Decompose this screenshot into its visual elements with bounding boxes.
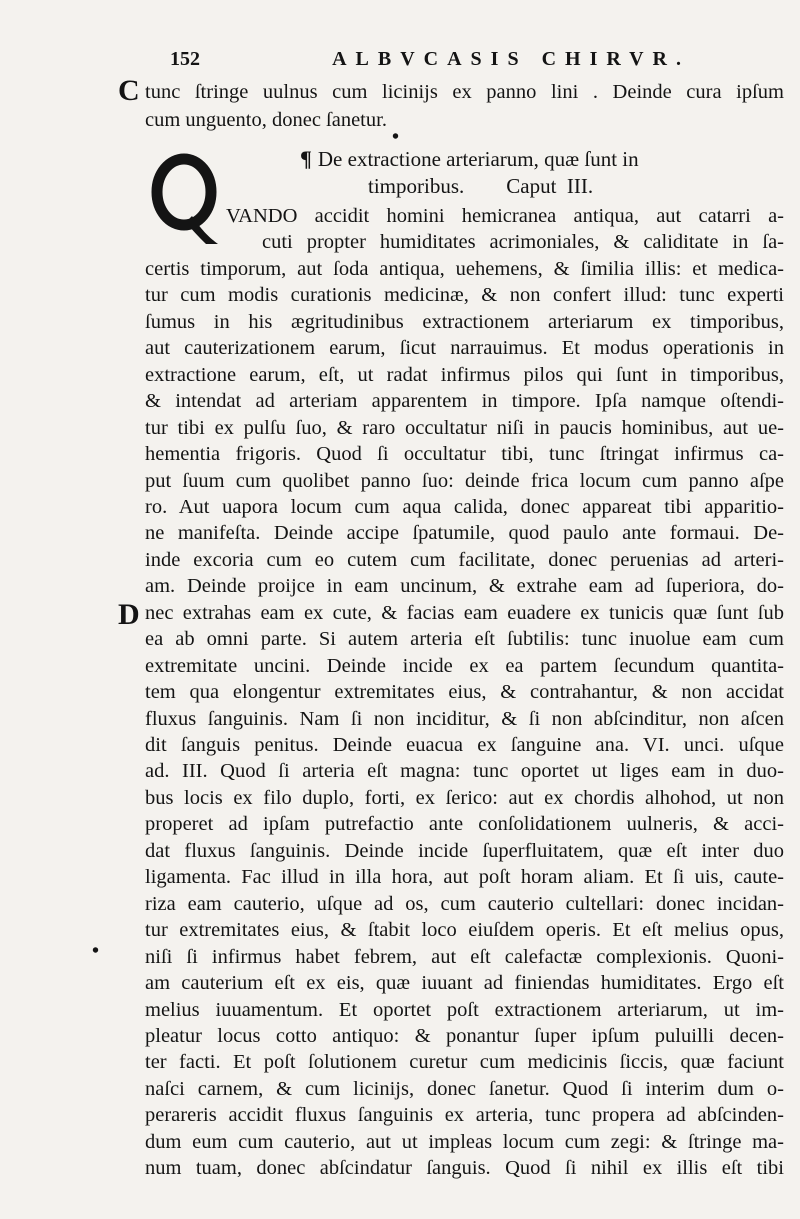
text-line: perareris accidit fluxus ſanguinis ex arteria, tunc propera ad abſcinden- <box>145 1104 784 1127</box>
chapter-heading-line-2: timporibus. Caput III. <box>368 174 594 198</box>
running-title: ALBVCASIS CHIRVR. <box>332 48 690 70</box>
text-line: ſumus in his ægritudinibus extractionem arteriarum ex timporibus, <box>145 310 784 333</box>
text-line: extremitate uncini. Deinde incide ex ea partem ſecundum quantita- <box>145 654 784 677</box>
dropcap-q <box>148 152 220 247</box>
chapter-heading-line-1 <box>300 146 639 172</box>
text-line: tunc ſtringe uulnus cum licinijs ex panno lini . Deinde cura ipſum <box>145 81 784 103</box>
text-line: ter facti. Et poſt ſolutionem curetur cum medicinis ſiccis, quæ faciunt <box>145 1051 784 1074</box>
text-line: cum unguento, donec ſanetur. <box>145 109 387 131</box>
text-line: ro. Aut uapora locum cum aqua calida, donec appareat tibi apparitio- <box>145 495 784 518</box>
margin-letter-c: C <box>118 74 140 107</box>
text-line: hementia frigoris. Quod ſi occultatur tibi, tunc ſtringat infirmus ca- <box>145 443 784 466</box>
text-line: riza eam cauterio, uſque ad os, cum cauterio cultellari: donec incidan- <box>145 892 784 915</box>
text-line: properet ad ipſam putrefactio ante conſolidationem uulneris, & acci- <box>145 813 784 836</box>
text-line: pleatur locus cotto antiquo: & ponantur ſuper ipſum puluilli decen- <box>145 1024 784 1047</box>
text-line: tur tibi ex pulſu ſuo, & raro occultatur niſi in paucis hominibus, aut ue- <box>145 416 784 439</box>
text-line: extractione earum, eſt, ut radat infirmus pilos qui ſunt in timporibus, <box>145 363 784 386</box>
text-line: ad. III. Quod ſi arteria eſt magna: tunc oportet ut liges eam in duo- <box>145 760 784 783</box>
text-line: dum eum cum cauterio, aut ut impleas locum cum zegi: & ſtringe ma- <box>145 1130 784 1153</box>
text-line: nec extrahas eam ex cute, & facias eam euadere ex tunicis quæ ſunt ſub <box>145 601 784 624</box>
text-line: tem qua elongentur extremitates eius, & contrahantur, & non accidat <box>145 681 784 704</box>
text-line: tur cum modis curationis medicinæ, & non confert illud: tunc experti <box>145 284 784 307</box>
text-line: ligamenta. Fac illud in illa hora, aut poſt horam aliam. Et ſi uis, caute- <box>145 866 784 889</box>
dropcap-letter <box>220 152 221 153</box>
text-line: niſi ſi infirmus habet febrem, aut eſt calefactæ complexionis. Quoni- <box>145 945 784 968</box>
text-line: & intendat ad arteriam apparentem in timpore. Ipſa namque oſtendi- <box>145 390 784 413</box>
ornament-dot: • <box>392 126 400 148</box>
text-line: dit ſanguis penitus. Deinde euacua ex ſanguine ana. VI. unci. uſque <box>145 734 784 756</box>
running-head <box>170 48 690 78</box>
page-number: 152 <box>170 48 200 70</box>
text-line: cuti propter humiditates acrimoniales, & caliditate in ſa- <box>262 231 784 254</box>
margin-dot: • <box>92 940 100 962</box>
margin-letter-d: D <box>118 598 140 631</box>
text-line: ne manifeſta. Deinde accipe ſpatumile, quod paulo ante formaui. De- <box>145 522 784 545</box>
text-line: fluxus ſanguinis. Nam ſi non inciditur, & ſi non abſcinditur, non aſcen <box>145 707 784 730</box>
pilcrow-mark: ¶ <box>300 146 312 171</box>
dropcap-q-glyph <box>148 152 220 247</box>
text-line: num tuam, donec abſcindatur ſanguis. Quod ſi nihil ex illis eſt tibi <box>145 1157 784 1180</box>
text-line: tur extremitates eius, & ſtabit loco eiuſdem operis. Et eſt melius opus, <box>145 919 784 942</box>
text-line: inde excoria cum eo cutem cum facilitate, donec peruenias ad arteri- <box>145 548 784 571</box>
text-line: dat fluxus ſanguinis. Deinde incide ſuperfluitatem, quæ eſt inter duo <box>145 839 784 862</box>
text-line: am cauterium eſt ex eis, quæ iuuant ad finiendas humiditates. Ergo eſt <box>145 972 784 995</box>
text-line: bus locis ex filo duplo, forti, ex ſerico: aut ex chordis alhohod, ut non <box>145 786 784 809</box>
text-line: VANDO accidit homini hemicranea antiqua, aut catarri a- <box>226 205 784 227</box>
chapter-heading-text: De extractione arteriarum, quæ ſunt in <box>317 147 639 171</box>
text-line: ea ab omni parte. Si autem arteria eſt ſubtilis: tunc inuolue eam cum <box>145 628 784 651</box>
text-line: certis timporum, aut ſoda antiqua, uehemens, & ſimilia illis: et medica- <box>145 257 784 280</box>
text-line: am. Deinde proijce in eam uncinum, & extrahe eam ad ſuperiora, do- <box>145 575 784 598</box>
text-line: aut cauterizationem earum, ſicut narrauimus. Et modus operationis in <box>145 337 784 360</box>
text-line: naſci carnem, & cum licinijs, donec ſanetur. Quod ſi interim dum o- <box>145 1077 784 1100</box>
text-line: melius iuuamentum. Et oportet poſt extractionem arteriarum, ut im- <box>145 998 784 1021</box>
text-line: put ſuum cum quolibet panno ſuo: deinde frica locum cum panno aſpe <box>145 469 784 492</box>
